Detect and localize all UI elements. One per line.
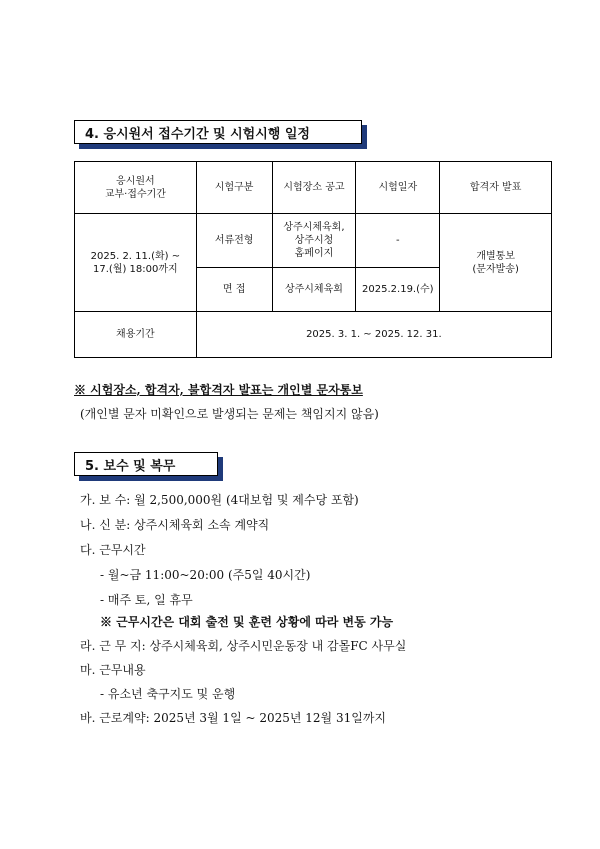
status-line: 나. 신 분: 상주시체육회 소속 계약직: [80, 518, 270, 532]
header-venue-notice: 시험장소 공고: [272, 162, 356, 214]
header-exam-date: 시험일자: [356, 162, 440, 214]
contract-line: 바. 근로계약: 2025년 3월 1일 ~ 2025년 12월 31일까지: [80, 711, 387, 725]
table-header-row: [75, 162, 552, 214]
result-announce-cell: 개별통보 (문자발송): [440, 214, 552, 312]
section5-title: 5. 보수 및 복무: [74, 452, 218, 476]
header-receipt-period: 응시원서 교부·접수기간: [75, 162, 197, 214]
work-hours-weekday: - 월~금 11:00~20:00 (주5일 40시간): [100, 568, 311, 582]
table-row: [75, 312, 552, 358]
notice-document: 상주시체육회, 상주시청 홈페이지: [272, 214, 356, 268]
term-value: 2025. 3. 1. ~ 2025. 12. 31.: [196, 312, 551, 358]
term-label: 채용기간: [75, 312, 197, 358]
section4-title: 4. 응시원서 접수기간 및 시험시행 일정: [74, 120, 362, 144]
notice-interview: 상주시체육회: [272, 268, 356, 312]
pay-line: 가. 보 수: 월 2,500,000원 (4대보험 및 제수당 포함): [80, 493, 359, 507]
work-hours-weekend: - 매주 토, 일 휴무: [100, 593, 193, 607]
work-hours-heading: 다. 근무시간: [80, 543, 146, 557]
notice-subnote: (개인별 문자 미확인으로 발생되는 문제는 책임지지 않음): [80, 407, 379, 421]
date-document: -: [356, 214, 440, 268]
exam-type-document: 서류전형: [196, 214, 272, 268]
header-exam-type: 시험구분: [196, 162, 272, 214]
schedule-table: [74, 161, 552, 358]
exam-type-interview: 면 접: [196, 268, 272, 312]
header-result-announce: 합격자 발표: [440, 162, 552, 214]
date-interview: 2025.2.19.(수): [356, 268, 440, 312]
table-row: [75, 214, 552, 268]
duties-heading: 마. 근무내용: [80, 663, 146, 677]
work-hours-note: ※ 근무시간은 대회 출전 및 훈련 상황에 따라 변동 가능: [100, 615, 394, 629]
notice-note: ※ 시험장소, 합격자, 불합격자 발표는 개인별 문자통보: [74, 383, 363, 397]
receipt-period-cell: 2025. 2. 11.(화) ~ 17.(월) 18:00까지: [75, 214, 197, 312]
duties-item: - 유소년 축구지도 및 운행: [100, 687, 236, 701]
workplace-line: 라. 근 무 지: 상주시체육회, 상주시민운동장 내 감몰FC 사무실: [80, 639, 407, 653]
